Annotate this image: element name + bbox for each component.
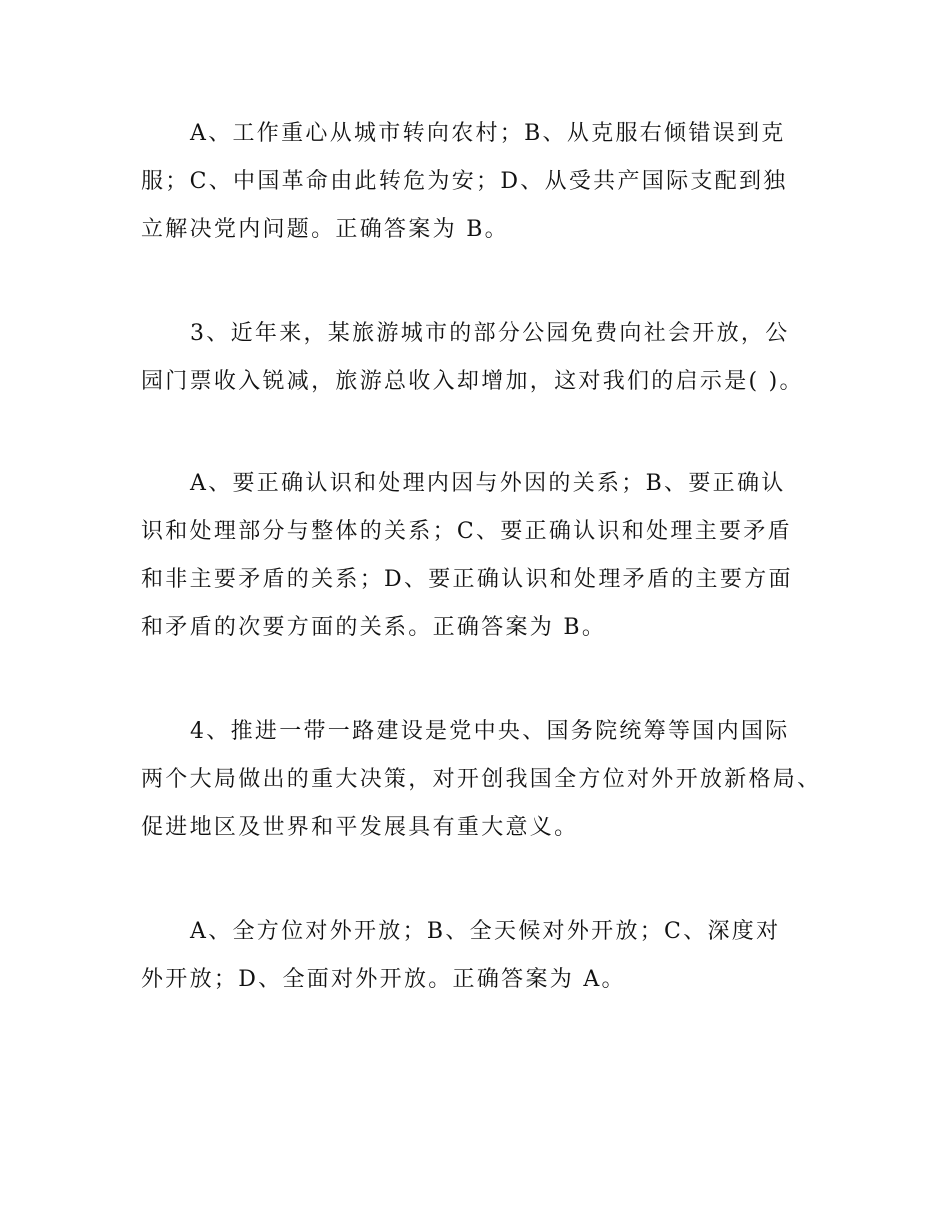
paragraph-line: 外开放；D、全面对外开放。正确答案为 A。 bbox=[141, 967, 626, 992]
paragraph-line: A、要正确认识和处理内因与外因的关系；B、要正确认 bbox=[190, 471, 786, 496]
paragraph-line: 园门票收入锐减，旅游总收入却增加，这对我们的启示是( )。 bbox=[141, 369, 804, 394]
paragraph-line: 3、近年来，某旅游城市的部分公园免费向社会开放，公 bbox=[190, 321, 790, 346]
question-3-paragraph bbox=[141, 310, 841, 406]
paragraph-line: 4、推进一带一路建设是党中央、国务院统筹等国内国际 bbox=[190, 719, 790, 744]
question-4-options-paragraph bbox=[141, 908, 841, 1004]
question-2-options-paragraph bbox=[141, 110, 841, 254]
paragraph-line: A、工作重心从城市转向农村；B、从克服右倾错误到克 bbox=[190, 121, 786, 146]
question-3-options-paragraph bbox=[141, 460, 841, 652]
paragraph-line: 和非主要矛盾的关系；D、要正确认识和处理矛盾的主要方面 bbox=[141, 567, 793, 592]
paragraph-line: 识和处理部分与整体的关系；C、要正确认识和处理主要矛盾 bbox=[141, 519, 792, 544]
paragraph-line: 和矛盾的次要方面的关系。正确答案为 B。 bbox=[141, 615, 607, 640]
paragraph-line: 服；C、中国革命由此转危为安；D、从受共产国际支配到独 bbox=[141, 169, 788, 194]
paragraph-line: 两个大局做出的重大决策，对开创我国全方位对外开放新格局、 bbox=[141, 767, 822, 792]
question-4-paragraph bbox=[141, 708, 841, 852]
paragraph-line: 立解决党内问题。正确答案为 B。 bbox=[141, 217, 509, 242]
paragraph-line: 促进地区及世界和平发展具有重大意义。 bbox=[141, 815, 579, 840]
paragraph-line: A、全方位对外开放；B、全天候对外开放；C、深度对 bbox=[190, 919, 781, 944]
